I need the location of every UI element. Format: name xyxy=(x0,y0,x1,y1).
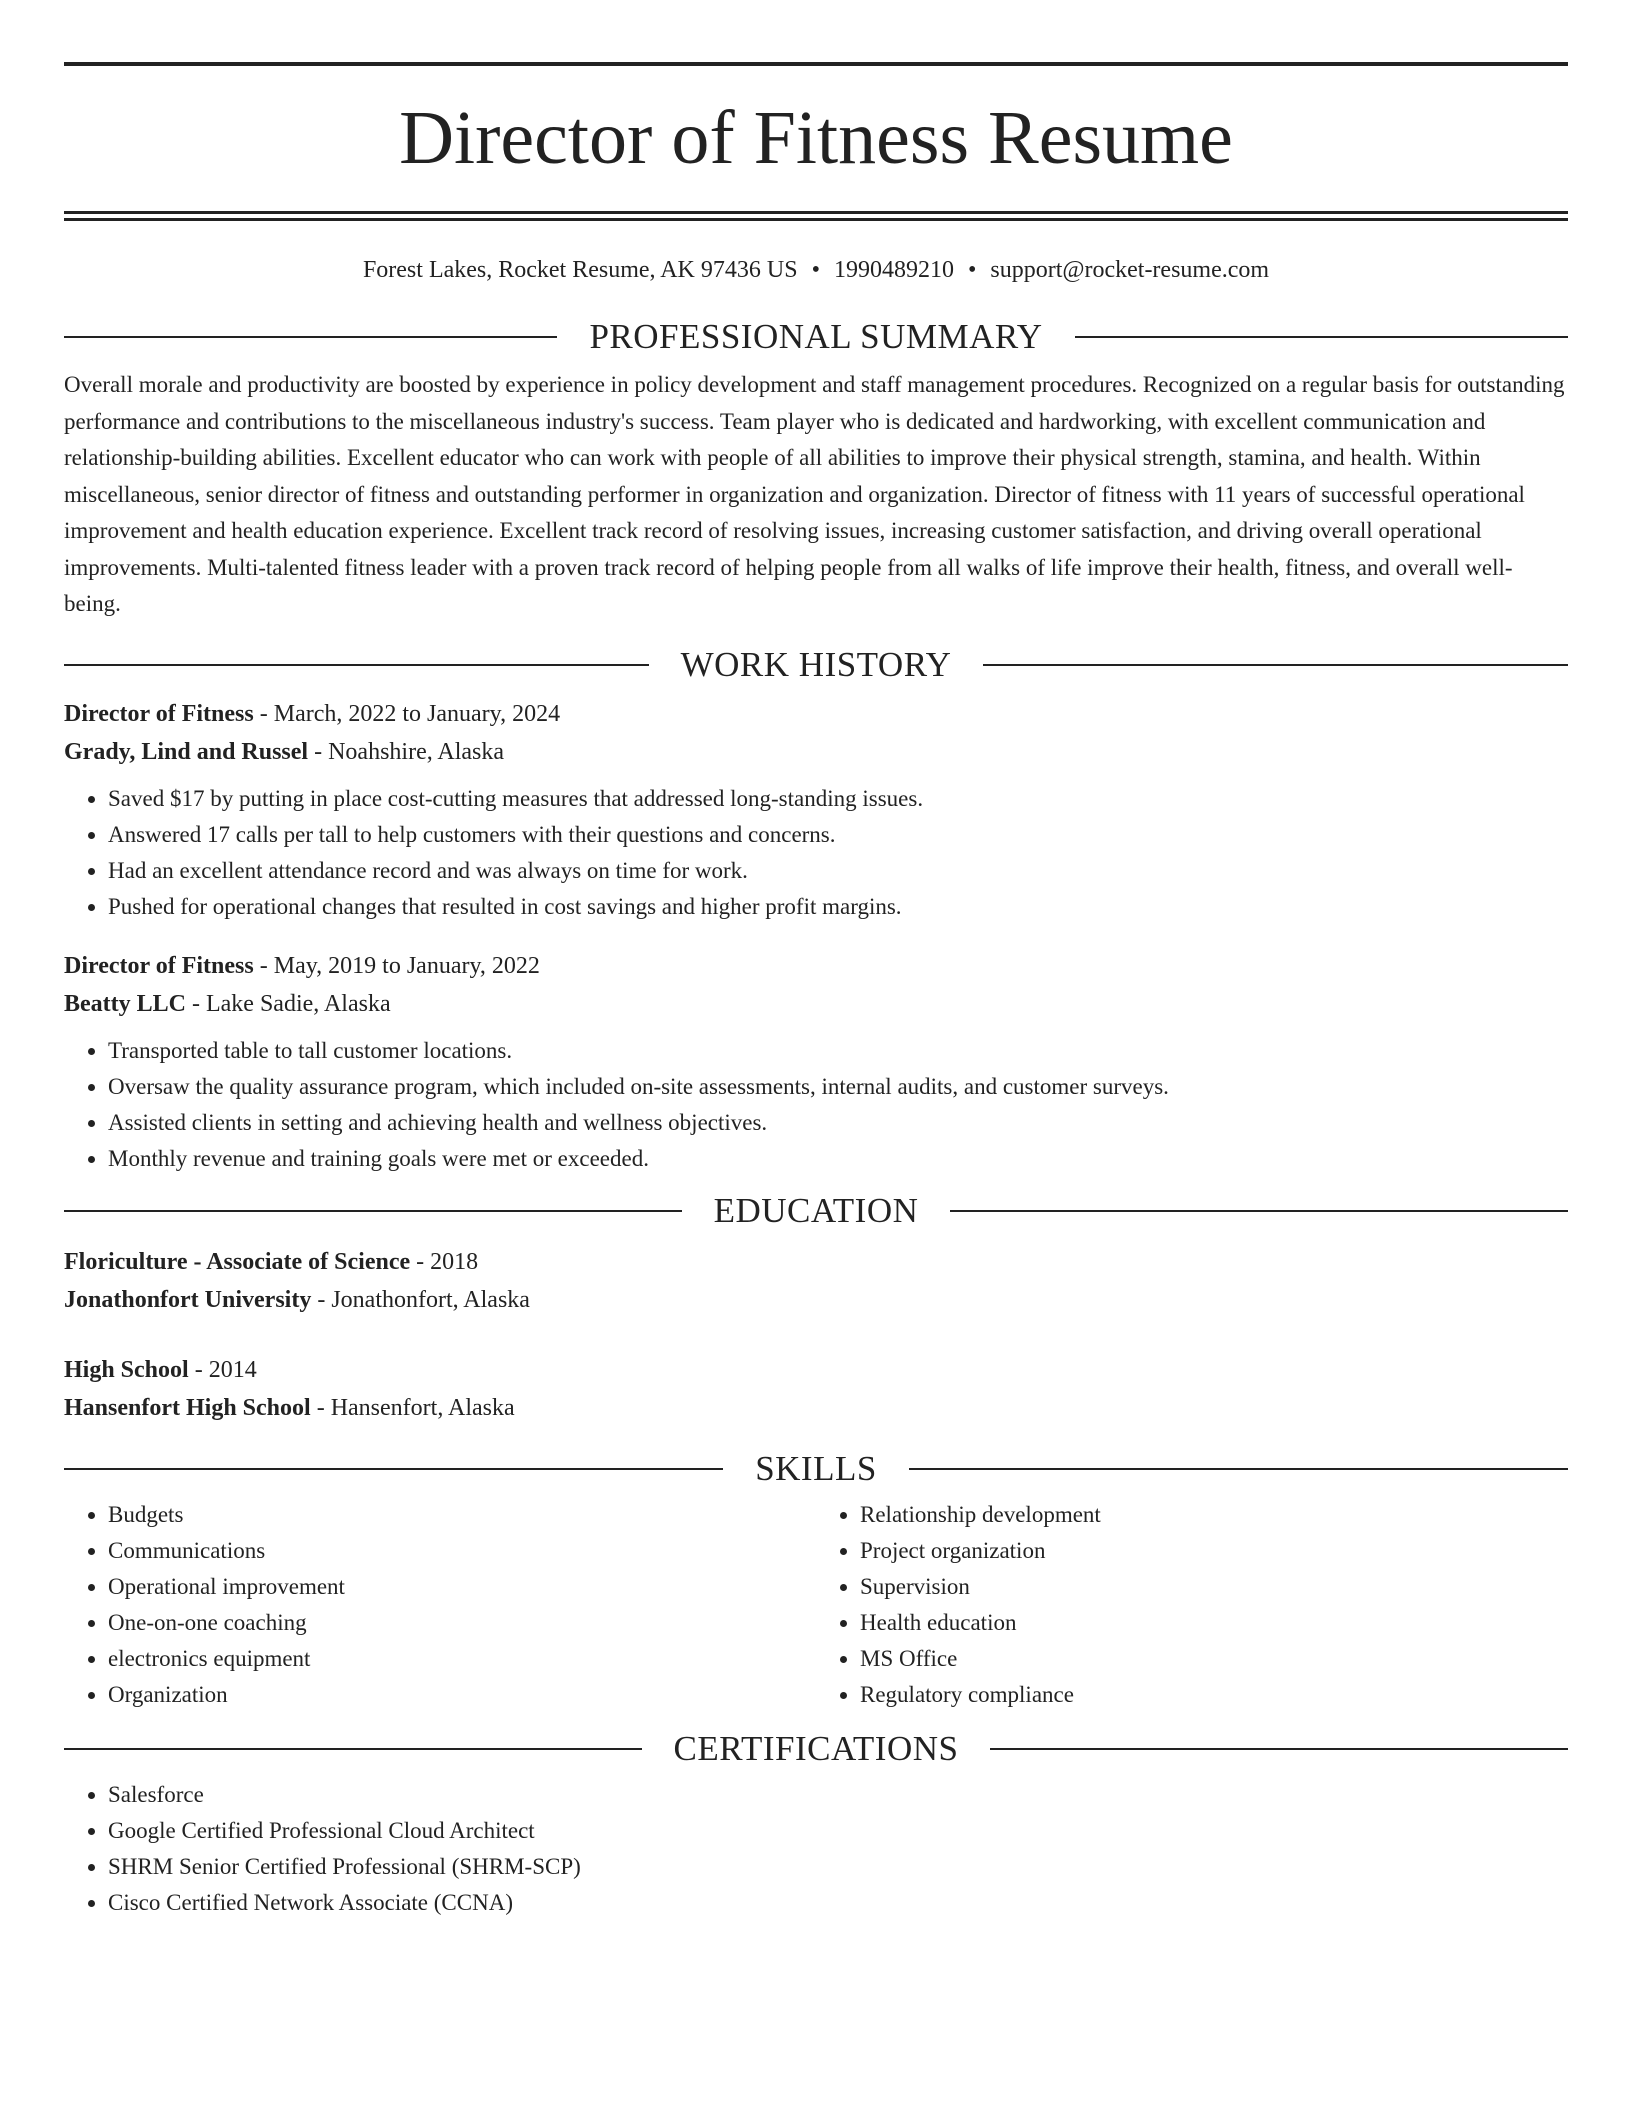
section-title: SKILLS xyxy=(755,1448,877,1488)
skill-item: • Operational improvement xyxy=(108,1569,816,1605)
job-title-line xyxy=(64,947,1568,985)
job-bullet: • Monthly revenue and training goals were met or exceeded. xyxy=(108,1141,1568,1177)
certifications-list xyxy=(64,1777,1568,1921)
section-header-summary xyxy=(64,317,1568,357)
section-rule-left xyxy=(64,1210,682,1212)
skill-item: • Organization xyxy=(108,1677,816,1713)
section-title: CERTIFICATIONS xyxy=(673,1728,959,1768)
section-header-skills xyxy=(64,1449,1568,1489)
section-rule-right xyxy=(990,1748,1568,1750)
header-double-rule xyxy=(64,211,1568,221)
section-rule-left xyxy=(64,336,557,338)
contact-address: Forest Lakes, Rocket Resume, AK 97436 US xyxy=(362,257,798,283)
header-top-rule xyxy=(64,62,1568,66)
section-header-education xyxy=(64,1191,1568,1231)
education-school-line xyxy=(64,1389,1568,1427)
education-degree: High School xyxy=(64,1356,189,1383)
job-dates: - March, 2022 to January, 2024 xyxy=(253,700,561,727)
section-rule-left xyxy=(64,1748,642,1750)
job-company-line xyxy=(64,733,1568,771)
job-bullet: • Oversaw the quality assurance program, which included on-site assessments, internal audits, and customer surveys. xyxy=(108,1069,1568,1105)
skills-columns xyxy=(64,1497,1568,1713)
education-year: - 2018 xyxy=(410,1248,479,1275)
section-rule-left xyxy=(64,664,649,666)
job-entry xyxy=(64,695,1568,925)
job-bullet: • Answered 17 calls per tall to help customers with their questions and concerns. xyxy=(108,817,1568,853)
section-title: WORK HISTORY xyxy=(680,644,952,684)
certification-item: • SHRM Senior Certified Professional (SHRM-SCP) xyxy=(108,1849,1568,1885)
certification-item: • Salesforce xyxy=(108,1777,1568,1813)
section-rule-right xyxy=(909,1468,1568,1470)
education-location: - Jonathonfort, Alaska xyxy=(311,1286,530,1313)
job-company: Grady, Lind and Russel xyxy=(64,738,309,765)
resume-title: Director of Fitness Resume xyxy=(399,96,1233,180)
job-bullet: • Saved $17 by putting in place cost-cutting measures that addressed long-standing issues. xyxy=(108,781,1568,817)
spacer xyxy=(64,1177,1568,1191)
education-degree-line xyxy=(64,1243,1568,1281)
job-entry xyxy=(64,947,1568,1177)
section-rule-left xyxy=(64,1468,723,1470)
education-degree-line xyxy=(64,1351,1568,1389)
job-company: Beatty LLC xyxy=(64,990,186,1017)
education-school: Jonathonfort University xyxy=(64,1286,312,1313)
education-entry xyxy=(64,1243,1568,1319)
job-bullet: • Assisted clients in setting and achieving health and wellness objectives. xyxy=(108,1105,1568,1141)
skills-column-right xyxy=(816,1497,1568,1713)
section-rule-right xyxy=(1075,336,1568,338)
section-header-certifications xyxy=(64,1729,1568,1769)
job-bullet: • Transported table to tall customer locations. xyxy=(108,1033,1568,1069)
skill-item: • One-on-one coaching xyxy=(108,1605,816,1641)
contact-line xyxy=(64,255,1568,285)
section-rule-right xyxy=(983,664,1568,666)
education-location: - Hansenfort, Alaska xyxy=(310,1394,515,1421)
job-location: - Noahshire, Alaska xyxy=(308,738,505,765)
contact-email: support@rocket-resume.com xyxy=(990,257,1270,283)
job-bullets xyxy=(64,781,1568,925)
education-year: - 2014 xyxy=(188,1356,257,1383)
skill-item: • Relationship development xyxy=(860,1497,1568,1533)
job-location: - Lake Sadie, Alaska xyxy=(186,990,391,1017)
skill-item: • MS Office xyxy=(860,1641,1568,1677)
certification-item: • Cisco Certified Network Associate (CCNA) xyxy=(108,1885,1568,1921)
skill-item: • Project organization xyxy=(860,1533,1568,1569)
job-company-line xyxy=(64,985,1568,1023)
job-bullet: • Pushed for operational changes that resulted in cost savings and higher profit margins. xyxy=(108,889,1568,925)
job-title-line xyxy=(64,695,1568,733)
section-header-work-history xyxy=(64,645,1568,685)
job-title: Director of Fitness xyxy=(64,700,254,727)
spacer xyxy=(64,1427,1568,1449)
contact-phone: 1990489210 xyxy=(833,257,954,283)
education-school-line xyxy=(64,1281,1568,1319)
skill-item: • Supervision xyxy=(860,1569,1568,1605)
certification-item: • Google Certified Professional Cloud Architect xyxy=(108,1813,1568,1849)
skill-item: • Budgets xyxy=(108,1497,816,1533)
job-bullet: • Had an excellent attendance record and was always on time for work. xyxy=(108,853,1568,889)
section-rule-right xyxy=(950,1210,1568,1212)
skill-item: • Communications xyxy=(108,1533,816,1569)
education-degree: Floriculture - Associate of Science xyxy=(64,1248,411,1275)
job-bullets xyxy=(64,1033,1568,1177)
resume-page xyxy=(64,0,1568,1921)
skills-column-left xyxy=(64,1497,816,1713)
section-title: EDUCATION xyxy=(713,1190,919,1230)
skill-item: • electronics equipment xyxy=(108,1641,816,1677)
section-title: PROFESSIONAL SUMMARY xyxy=(589,317,1043,356)
skill-item: • Regulatory compliance xyxy=(860,1677,1568,1713)
education-entry xyxy=(64,1351,1568,1427)
skill-item: • Health education xyxy=(860,1605,1568,1641)
contact-separator: • xyxy=(967,257,977,283)
job-title: Director of Fitness xyxy=(64,952,254,979)
contact-separator: • xyxy=(811,257,820,283)
job-dates: - May, 2019 to January, 2022 xyxy=(253,952,540,979)
summary-text: Overall morale and productivity are boosted by experience in policy development and staff management procedures. Recognized on a regular basis for outstanding performance and contributions to the miscellaneous industry's success. Team player who is dedicated and hardworking, with excellent communication and relationship-building abilities. Excellent educator who can work with people of all abilities to improve their physical strength, stamina, and health. Within miscellaneous, senior director of fitness and outstanding performer in organization and organization. Director of fitness with 11 years of successful operational improvement and health education experience. Excellent track record of resolving issues, increasing customer satisfaction, and driving overall operational improvements. Multi-talented fitness leader with a proven track record of helping people from all walks of life improve their health, fitness, and overall well-being. xyxy=(64,372,1565,616)
education-school: Hansenfort High School xyxy=(64,1394,311,1421)
